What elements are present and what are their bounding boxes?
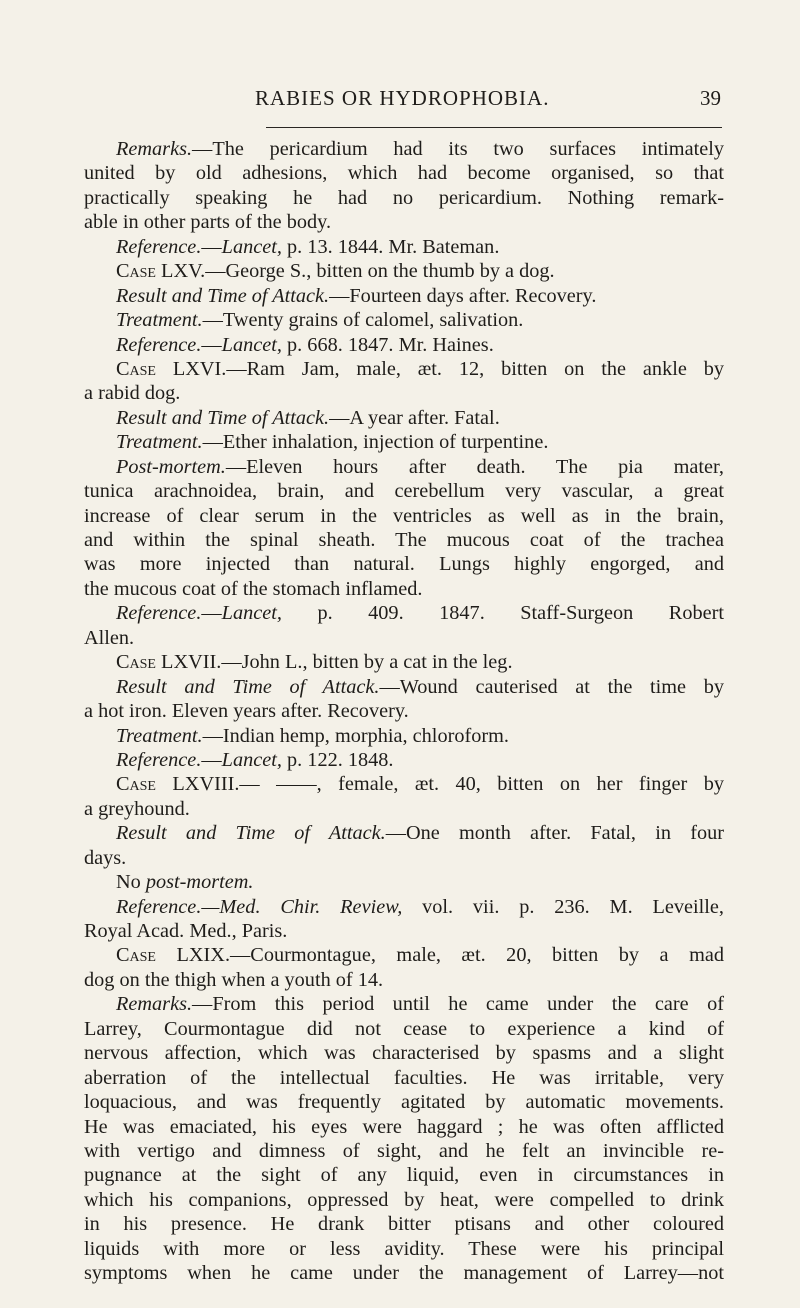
text-run: —Ether inhalation, injection of turpentine. xyxy=(202,431,549,454)
text-run: LXVII.—John L., bitten by a cat in the leg. xyxy=(155,651,513,674)
text-line xyxy=(84,1017,724,1041)
text-run: and within the spinal sheath. The mucous coat of the trachea xyxy=(84,529,724,551)
text-run: the mucous coat of the stomach inflamed. xyxy=(84,577,423,600)
text-line xyxy=(84,846,724,870)
text-run: LXIX.—Courmontague, male, æt. 20, bitten by a mad xyxy=(155,944,724,967)
text-line xyxy=(84,870,724,894)
text-run: He was emaciated, his eyes were haggard ; he was often afflicted xyxy=(84,1115,724,1138)
text-line xyxy=(84,381,724,405)
text-line xyxy=(84,161,724,185)
text-line xyxy=(84,992,724,1016)
text-line xyxy=(84,1237,724,1261)
text-run: LXVI.—Ram Jam, male, æt. 12, bitten on the ankle by xyxy=(155,357,724,380)
body-text xyxy=(84,137,724,1286)
text-line xyxy=(84,479,724,503)
text-run: dog on the thigh when a youth of 14. xyxy=(84,968,384,991)
text-run: —One month after. Fatal, in four xyxy=(385,822,724,845)
text-run: —A year after. Fatal. xyxy=(329,406,500,429)
small-caps-run: Case xyxy=(116,260,156,283)
text-line xyxy=(84,308,724,332)
text-run: was more injected than natural. Lungs highly engorged, and xyxy=(84,553,724,576)
text-line xyxy=(84,504,724,528)
italic-run: Post-mortem. xyxy=(116,455,226,478)
text-line xyxy=(84,430,724,454)
text-run: —From this period until he came under the care of xyxy=(192,993,724,1016)
italic-run: Result and Time of Attack. xyxy=(116,675,380,698)
text-line xyxy=(84,137,724,161)
text-line xyxy=(84,675,724,699)
text-line xyxy=(84,1139,724,1163)
text-line xyxy=(84,406,724,430)
text-run: nervous affection, which was characterised by spasms and a slight xyxy=(84,1042,724,1065)
italic-run: Lancet, xyxy=(221,333,282,356)
text-line xyxy=(84,1090,724,1114)
italic-run: Reference. xyxy=(116,748,202,771)
italic-run: Result and Time of Attack. xyxy=(116,822,386,845)
text-run: days. xyxy=(84,846,127,869)
italic-run: Reference.—Med. Chir. Review, xyxy=(116,895,403,918)
text-run: —Fourteen days after. Recovery. xyxy=(329,284,597,307)
text-run: p. 668. 1847. Mr. Haines. xyxy=(281,333,494,356)
text-run: united by old adhesions, which had become organised, so that xyxy=(84,162,724,185)
text-line xyxy=(84,821,724,845)
italic-run: Treatment. xyxy=(116,724,203,747)
text-line xyxy=(84,333,724,357)
text-run: Royal Acad. Med., Paris. xyxy=(84,920,288,942)
italic-run: Lancet, xyxy=(221,235,282,258)
text-line xyxy=(84,1163,724,1187)
small-caps-run: Case xyxy=(116,944,156,967)
text-line xyxy=(84,210,724,234)
text-run: with vertigo and dimness of sight, and he felt an invincible re- xyxy=(84,1139,724,1162)
text-line xyxy=(84,357,724,381)
italic-run: Remarks. xyxy=(116,993,193,1016)
text-run: —Wound cauterised at the time by xyxy=(379,675,724,698)
text-line xyxy=(84,968,724,992)
italic-run: Remarks. xyxy=(116,138,193,160)
text-line xyxy=(84,235,724,259)
text-run: in his presence. He drank bitter ptisans and other coloured xyxy=(84,1213,724,1236)
text-run: p. 409. 1847. Staff-Surgeon Robert xyxy=(281,602,724,625)
small-caps-run: Case xyxy=(116,357,156,380)
text-line xyxy=(84,186,724,210)
text-run: tunica arachnoidea, brain, and cerebellum very vascular, a great xyxy=(84,480,724,503)
text-run: p. 13. 1844. Mr. Bateman. xyxy=(281,235,500,258)
text-run: LXV.—George S., bitten on the thumb by a dog. xyxy=(155,260,555,283)
text-run: Allen. xyxy=(84,626,135,649)
text-run: No xyxy=(116,871,146,894)
text-line xyxy=(84,601,724,625)
text-run: a rabid dog. xyxy=(84,382,181,405)
text-run: symptoms when he came under the management of Larrey—not xyxy=(84,1262,724,1285)
text-line xyxy=(84,577,724,601)
header-rule xyxy=(266,127,722,128)
text-run: — xyxy=(201,235,222,258)
italic-run: Treatment. xyxy=(116,309,203,332)
text-run: —Twenty grains of calomel, salivation. xyxy=(202,309,524,332)
text-run: — xyxy=(201,748,222,771)
text-line xyxy=(84,284,724,308)
text-run: a hot iron. Eleven years after. Recovery. xyxy=(84,700,409,723)
small-caps-run: Case xyxy=(116,773,156,796)
text-line xyxy=(84,528,724,552)
text-line xyxy=(84,895,724,919)
italic-run: Result and Time of Attack. xyxy=(116,406,330,429)
text-line xyxy=(84,1188,724,1212)
text-line xyxy=(84,1115,724,1139)
text-line xyxy=(84,1212,724,1236)
text-line xyxy=(84,1041,724,1065)
text-line xyxy=(84,919,724,943)
italic-run: Reference. xyxy=(116,602,202,625)
running-head-title: RABIES OR HYDROPHOBIA. xyxy=(255,86,550,110)
text-run: — xyxy=(201,333,222,356)
text-line xyxy=(84,724,724,748)
text-line xyxy=(84,1261,724,1285)
page-number: 39 xyxy=(700,86,721,110)
text-run: —Indian hemp, morphia, chloroform. xyxy=(202,724,509,747)
small-caps-run: Case xyxy=(116,651,156,674)
italic-run: post-mortem. xyxy=(145,871,254,894)
text-run: liquids with more or less avidity. These were his principal xyxy=(84,1237,724,1260)
text-line xyxy=(84,797,724,821)
text-line xyxy=(84,259,724,283)
text-run: able in other parts of the body. xyxy=(84,211,332,234)
text-run: Larrey, Courmontague did not cease to experience a kind of xyxy=(84,1017,724,1040)
text-line xyxy=(84,699,724,723)
italic-run: Lancet, xyxy=(221,748,282,771)
italic-run: Lancet, xyxy=(221,602,282,625)
text-line xyxy=(84,1066,724,1090)
running-head xyxy=(0,86,800,116)
text-run: increase of clear serum in the ventricles as well as in the brain, xyxy=(84,504,724,527)
text-run: vol. vii. p. 236. M. Leveille, xyxy=(402,895,724,918)
text-line xyxy=(84,748,724,772)
text-run: aberration of the intellectual faculties. He was irritable, very xyxy=(84,1066,724,1089)
text-run: loquacious, and was frequently agitated by automatic movements. xyxy=(84,1091,724,1114)
text-line xyxy=(84,455,724,479)
text-line xyxy=(84,626,724,650)
text-run: —Eleven hours after death. The pia mater, xyxy=(225,455,724,478)
text-run: a greyhound. xyxy=(84,797,190,820)
italic-run: Treatment. xyxy=(116,431,203,454)
text-line xyxy=(84,772,724,796)
text-line xyxy=(84,650,724,674)
italic-run: Result and Time of Attack. xyxy=(116,284,330,307)
text-line xyxy=(84,943,724,967)
text-run: which his companions, oppressed by heat, were compelled to drink xyxy=(84,1188,724,1211)
text-run: — xyxy=(201,602,222,625)
italic-run: Reference. xyxy=(116,235,202,258)
text-run: LXVIII.— ——, female, æt. 40, bitten on her finger by xyxy=(155,773,724,796)
italic-run: Reference. xyxy=(116,333,202,356)
text-run: pugnance at the sight of any liquid, even in circumstances in xyxy=(84,1164,724,1187)
text-run: practically speaking he had no pericardium. Nothing remark- xyxy=(84,186,724,209)
text-run: p. 122. 1848. xyxy=(281,748,394,771)
text-run: —The pericardium had its two surfaces intimately xyxy=(192,138,724,160)
text-line xyxy=(84,552,724,576)
